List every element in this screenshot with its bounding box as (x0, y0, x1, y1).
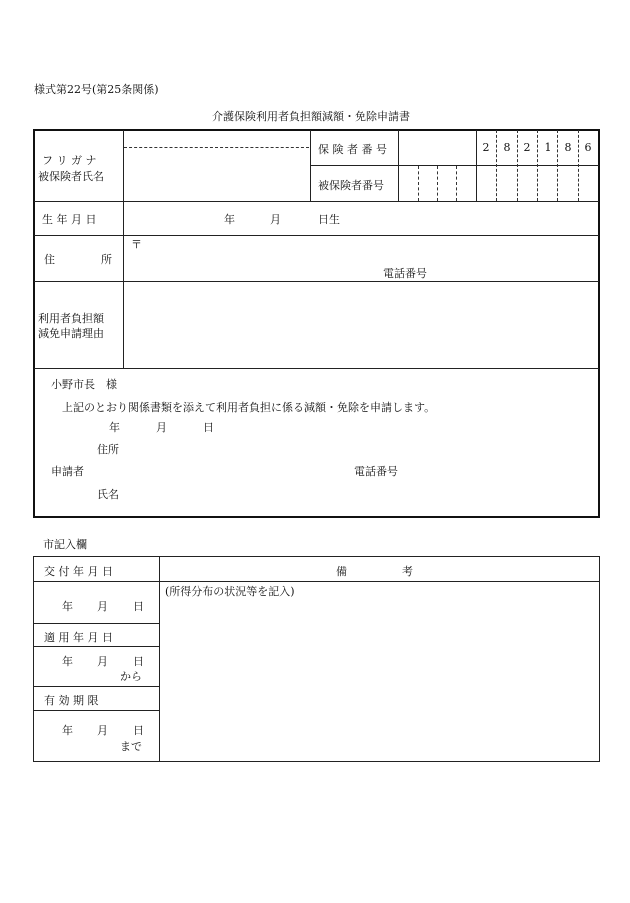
apply-from-label: から (120, 670, 142, 683)
address-label-2: 所 (101, 253, 112, 266)
applicant-address-label: 住所 (97, 443, 119, 456)
apply-date-label: 適 用 年 月 日 (44, 631, 113, 644)
apply-day-label: 日 (133, 655, 144, 668)
form-number: 様式第22号(第25条関係) (34, 83, 159, 96)
birth-year-label: 年 (224, 213, 235, 226)
valid-day-label: 日 (133, 724, 144, 737)
insurer-number-label: 保 険 者 番 号 (318, 143, 387, 156)
address-phone-label: 電話番号 (383, 267, 427, 280)
application-month-label: 月 (156, 421, 167, 434)
applicant-phone-label: 電話番号 (354, 465, 398, 478)
furigana-field[interactable] (125, 131, 309, 146)
apply-year-label: 年 (62, 655, 73, 668)
insured-number-field[interactable] (399, 166, 598, 200)
application-statement: 上記のとおり関係書類を添えて利用者負担に係る減額・免除を申請します。 (62, 401, 436, 414)
remarks-label: 備 考 (336, 565, 413, 578)
application-year-label: 年 (109, 421, 120, 434)
furigana-label: フ リ ガ ナ (42, 154, 97, 167)
page-title: 介護保険利用者負担額減額・免除申請書 (212, 110, 410, 123)
insurer-digit: 6 (584, 141, 592, 154)
issue-day-label: 日 (133, 600, 144, 613)
reason-label-line-1: 利用者負担額 (38, 312, 104, 325)
validity-label: 有 効 期 限 (44, 694, 99, 707)
insured-name-label: 被保険者氏名 (38, 170, 104, 183)
valid-month-label: 月 (97, 724, 108, 737)
application-day-label: 日 (203, 421, 214, 434)
reason-label-line-2: 減免申請理由 (38, 327, 104, 340)
birth-day-label: 日生 (318, 213, 340, 226)
insurer-digit: 1 (544, 141, 552, 154)
insurer-digit: 2 (482, 141, 490, 154)
office-section-heading: 市記入欄 (43, 538, 87, 551)
valid-year-label: 年 (62, 724, 73, 737)
issue-month-label: 月 (97, 600, 108, 613)
insured-number-label: 被保険者番号 (318, 179, 384, 192)
insurer-digit: 8 (503, 141, 511, 154)
issue-year-label: 年 (62, 600, 73, 613)
address-label-1: 住 (44, 253, 55, 266)
apply-month-label: 月 (97, 655, 108, 668)
address-field[interactable] (125, 236, 598, 280)
insurer-digit: 2 (523, 141, 531, 154)
valid-until-label: まで (120, 740, 142, 753)
insured-name-field[interactable] (125, 149, 309, 200)
birth-date-label: 生 年 月 日 (42, 213, 97, 226)
remarks-field[interactable] (161, 598, 598, 760)
reason-field[interactable] (125, 282, 598, 367)
birth-month-label: 月 (270, 213, 281, 226)
applicant-label: 申請者 (51, 465, 84, 478)
remarks-note: (所得分布の状況等を記入) (165, 585, 295, 598)
insurer-digit: 8 (564, 141, 572, 154)
applicant-name-label: 氏名 (97, 488, 119, 501)
postal-mark: 〒 (131, 238, 142, 251)
issue-date-label: 交 付 年 月 日 (44, 565, 113, 578)
addressee: 小野市長 様 (51, 378, 117, 391)
